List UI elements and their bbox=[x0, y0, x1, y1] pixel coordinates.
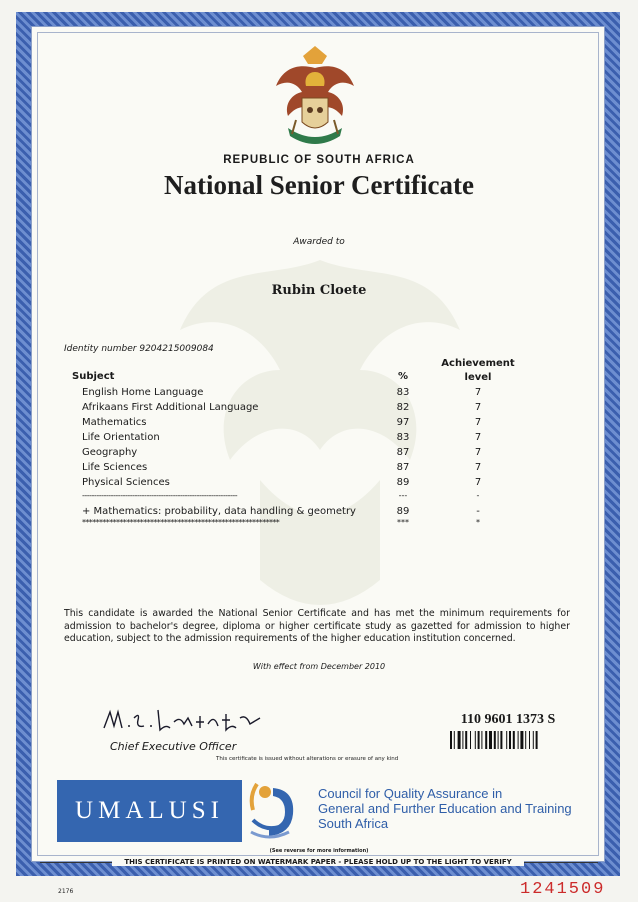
see-reverse-note: (See reverse for more information) bbox=[269, 848, 369, 854]
table-row: Afrikaans First Additional Language 82 7 bbox=[82, 402, 482, 413]
coat-of-arms-crest bbox=[270, 42, 360, 152]
table-end-stars: ********************************************************** *** * bbox=[82, 518, 480, 527]
signature bbox=[100, 704, 270, 738]
awarded-to-label: Awarded to bbox=[293, 237, 345, 247]
issue-disclaimer: This certificate is issued without alterations or erasure of any kind bbox=[216, 756, 399, 762]
award-statement: This candidate is awarded the National Senior Certificate and has met the minimum requirements for admission to bachelor's degree, diploma or higher certificate study as gazetted for admission to higher education, subject to the admission requirements of the higher education institution concerned. bbox=[64, 608, 570, 644]
percent-header: % bbox=[397, 371, 409, 382]
country-heading: REPUBLIC OF SOUTH AFRICA bbox=[223, 154, 415, 166]
serial-number: 1241509 bbox=[520, 880, 606, 899]
table-row-additional: + Mathematics: probability, data handling & geometry 89 - bbox=[82, 506, 480, 517]
table-row: Physical Sciences 89 7 bbox=[82, 477, 482, 488]
table-divider: ----------------------------------------------------------------- --- - bbox=[82, 491, 480, 500]
certificate-number: 110 9601 1373 S bbox=[460, 712, 556, 727]
results-table bbox=[82, 385, 532, 490]
achievement-level-header: Achievement level bbox=[441, 358, 515, 383]
table-row: Life Orientation 83 7 bbox=[82, 432, 482, 443]
umalusi-emblem-icon bbox=[245, 776, 305, 846]
candidate-name: Rubin Cloete bbox=[271, 283, 367, 298]
barcode bbox=[450, 731, 568, 749]
certificate-title: National Senior Certificate bbox=[164, 170, 474, 200]
signatory-title: Chief Executive Officer bbox=[110, 740, 237, 753]
identity-number: Identity number 9204215009084 bbox=[64, 344, 214, 354]
umalusi-logo-box bbox=[57, 780, 242, 842]
corner-code: 2176 bbox=[58, 888, 74, 895]
table-row: Life Sciences 87 7 bbox=[82, 462, 482, 473]
effective-date: With effect from December 2010 bbox=[252, 662, 386, 671]
umalusi-wordmark: UMALUSI bbox=[75, 797, 224, 824]
table-row: English Home Language 83 7 bbox=[82, 387, 482, 398]
watermark-notice: THIS CERTIFICATE IS PRINTED ON WATERMARK PAPER - PLEASE HOLD UP TO THE LIGHT TO VERIFY bbox=[112, 858, 524, 866]
table-row: Geography 87 7 bbox=[82, 447, 482, 458]
council-name: Council for Quality Assurance in General and Further Education and Training South Africa bbox=[318, 786, 572, 831]
table-row: Mathematics 97 7 bbox=[82, 417, 482, 428]
subject-header: Subject bbox=[72, 371, 115, 382]
